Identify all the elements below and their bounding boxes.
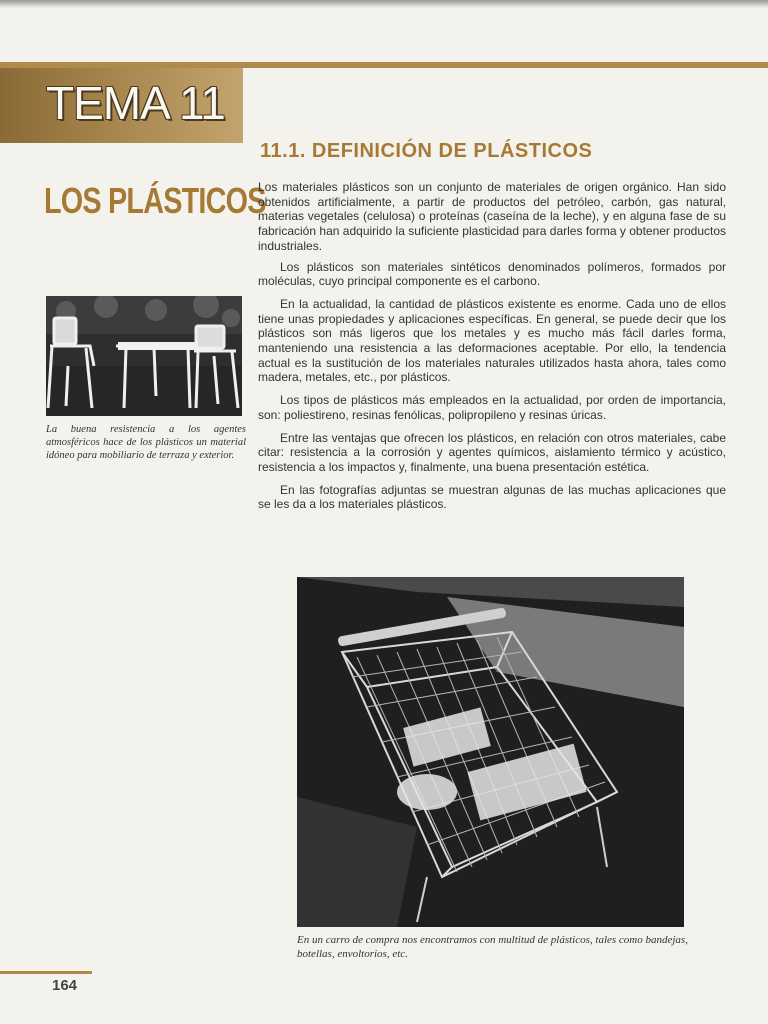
paragraph: Los tipos de plásticos más empleados en la actualidad, por orden de importancia, son: poliestireno, resinas fenólicas, polipropileno y resinas úricas.: [258, 393, 726, 422]
photo-garden-furniture: [46, 296, 242, 416]
figure-caption-furniture: La buena resistencia a los agentes atmosféricos hace de los plásticos un material idóneo para mobiliario de terraza y exterior.: [46, 424, 246, 461]
paragraph: En las fotografías adjuntas se muestran algunas de las muchas aplicaciones que se les da a los materiales plásticos.: [258, 482, 726, 512]
page-number: 164: [52, 977, 78, 994]
section-title: 11.1. DEFINICIÓN DE PLÁSTICOS: [260, 140, 593, 162]
footer-rule: [0, 971, 92, 974]
section-body: [258, 180, 726, 520]
figure-caption-cart: En un carro de compra nos encontramos con multitud de plásticos, tales como bandejas, botellas, envoltorios, etc.: [297, 934, 688, 960]
paragraph: Entre las ventajas que ofrecen los plásticos, en relación con otros materiales, cabe citar: resistencia a la corrosión y agentes químicos, aislamiento térmico y acústico, resistencia a los impactos y, finalmente, una buena presentación estética.: [258, 430, 726, 474]
tema-title: TEMA 11: [46, 77, 225, 129]
paragraph: Los plásticos son materiales sintéticos denominados polímeros, formados por moléculas, cuyo principal componente es el carbono.: [258, 259, 726, 289]
photo-shopping-cart: [297, 577, 684, 927]
paragraph: En la actualidad, la cantidad de plásticos existente es enorme. Cada uno de ellos tiene unas propiedades y aplicaciones específicas. En general, se puede decir que los plásticos son más ligeros que los metales y es mucho más fácil darles forma, manteniendo una resistencia a las deformaciones aceptable. Por ello, la tendencia actual es la sustitución de los materiales naturales utilizados hasta ahora, tales como madera, metales, etc., por plásticos.: [258, 296, 726, 385]
chapter-title: LOS PLÁSTICOS: [44, 180, 266, 221]
page-top-edge: [0, 0, 768, 8]
paragraph: Los materiales plásticos son un conjunto de materiales de origen orgánico. Han sido obtenidos artificialmente, a partir de productos del petróleo, carbón, gas natural, materias vegetales (celulosa) o proteínas (caseína de la leche), y en alguna fase de su fabricación han adquirido la suficiente plasticidad para darles forma y obtener productos industriales.: [258, 180, 726, 253]
